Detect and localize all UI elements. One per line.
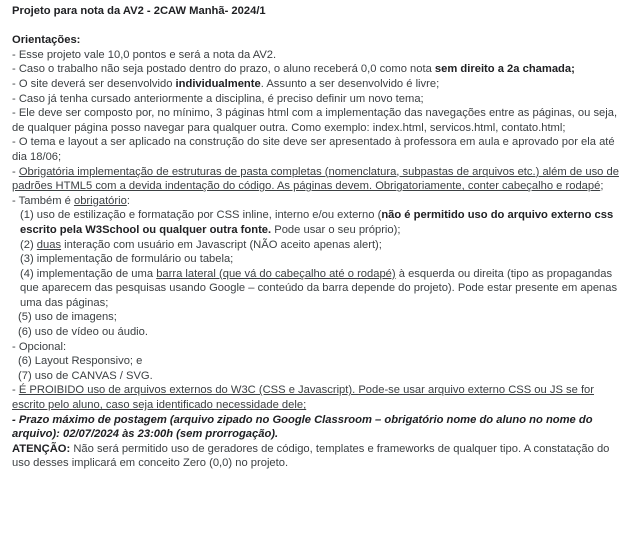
orientacoes-heading: Orientações: [12, 34, 81, 47]
req-javascript [12, 238, 626, 253]
req-text: Pode usar o seu próprio); [271, 223, 401, 236]
req-text: (4) implementação de uma [20, 267, 157, 280]
req-text: à esquerda ou direita (tipo as propagandas que aparecem das pesquisas usando Google – conteúdo da barra depende do projeto). Pode estar presente em apenas uma das páginas; [20, 267, 618, 309]
rule-text: - Caso já tenha cursado anteriormente a disciplina, é preciso definir um novo tema; [12, 92, 424, 105]
optional-text: (6) Layout Responsivo; e [18, 355, 143, 368]
req-underlined: duas [36, 238, 62, 251]
req-form-table [12, 252, 626, 267]
req-text: (6) uso de vídeo ou áudio. [18, 326, 148, 339]
req-underlined: barra lateral (que vá do cabeçalho até o rodapé) [156, 267, 396, 280]
rule-individual [12, 77, 626, 92]
rule-prohibited [12, 383, 626, 412]
rule-text: - O site deverá ser desenvolvido [12, 77, 176, 90]
req-images [12, 310, 626, 325]
rule-deadline-penalty [12, 62, 626, 77]
atencao-label: ATENÇÃO: [12, 442, 71, 455]
rule-text: ; [600, 180, 604, 193]
optional-canvas [12, 369, 626, 384]
rule-emphasis: sem direito a 2a chamada; [434, 63, 575, 76]
optional-heading [12, 340, 626, 355]
rule-text: . Assunto a ser desenvolvido é livre; [260, 77, 440, 90]
rule-text: - [12, 165, 19, 178]
rule-underlined: É PROIBIDO uso de arquivos externos do W3C (CSS e Javascript). Pode-se usar arquivo externo CSS ou JS se for escrito pelo aluno, caso seja identificado necessidade dele; [12, 384, 595, 412]
document-title: Projeto para nota da AV2 - 2CAW Manhã- 2024/1 [12, 5, 266, 17]
rule-mandatory [12, 194, 626, 209]
atencao-notice [12, 442, 626, 471]
rule-text: - O tema e layout a ser aplicado na construção do site deve ser apresentado à professora em aula e aprovado por ela até dia 18/06; [12, 136, 615, 163]
req-sidebar [12, 267, 626, 311]
req-text: interação com usuário em Javascript (NÃO aceito apenas alert); [61, 238, 382, 251]
optional-text: - Opcional: [12, 340, 67, 353]
optional-responsive [12, 354, 626, 369]
rule-text: - Ele deve ser composto por, no mínimo, 3 páginas html com a implementação das navegações entre as páginas, ou seja, de qualquer página posso navegar para qualquer outra. Como exemplo: index.html, servicos.html, contato.html; [12, 107, 618, 134]
rule-text: - Esse projeto vale 10,0 pontos e será a nota da AV2. [12, 48, 277, 61]
rule-new-theme [12, 92, 626, 107]
req-text: (3) implementação de formulário ou tabela; [20, 253, 234, 266]
req-media [12, 325, 626, 340]
rule-emphasis: individualmente [175, 77, 261, 90]
req-text: (2) [20, 238, 37, 251]
deadline-notice: - Prazo máximo de postagem (arquivo zipado no Google Classroom – obrigatório nome do aluno no nome do arquivo): 02/07/2024 às 23:00h (sem prorrogação). [12, 413, 593, 441]
rule-text: - [12, 384, 19, 397]
req-emphasis: não é permitido uso do arquivo externo css escrito pela W3School ou qualquer outra fonte. [20, 209, 614, 236]
rule-pages [12, 106, 626, 135]
rule-underlined: Obrigatória implementação de estruturas de pasta completas (nomenclatura, subpastas de arquivos etc.) além de uso de padrões HTML5 com a devida indentação do código. As páginas devem. Obrigatoriamente, conter cabeçalho e rodapé [12, 165, 619, 193]
spacer [12, 19, 626, 34]
req-css [12, 208, 626, 237]
rule-underlined: obrigatório [73, 194, 127, 207]
rule-folder-structure [12, 165, 626, 194]
rule-score [12, 48, 626, 63]
req-text: (1) uso de estilização e formatação por CSS inline, interno e/ou externo ( [20, 209, 382, 222]
req-text: (5) uso de imagens; [18, 311, 117, 324]
rule-text: - Também é [12, 194, 74, 207]
rule-text: - Caso o trabalho não seja postado dentro do prazo, o aluno receberá 0,0 como nota [12, 63, 435, 76]
atencao-text: Não será permitido uso de geradores de código, templates e frameworks de qualquer tipo. A constatação do uso desses implicará em conceito Zero (0,0) no projeto. [12, 442, 610, 470]
rule-theme-approval [12, 135, 626, 164]
rule-text: : [126, 194, 130, 207]
optional-text: (7) uso de CANVAS / SVG. [18, 369, 153, 382]
